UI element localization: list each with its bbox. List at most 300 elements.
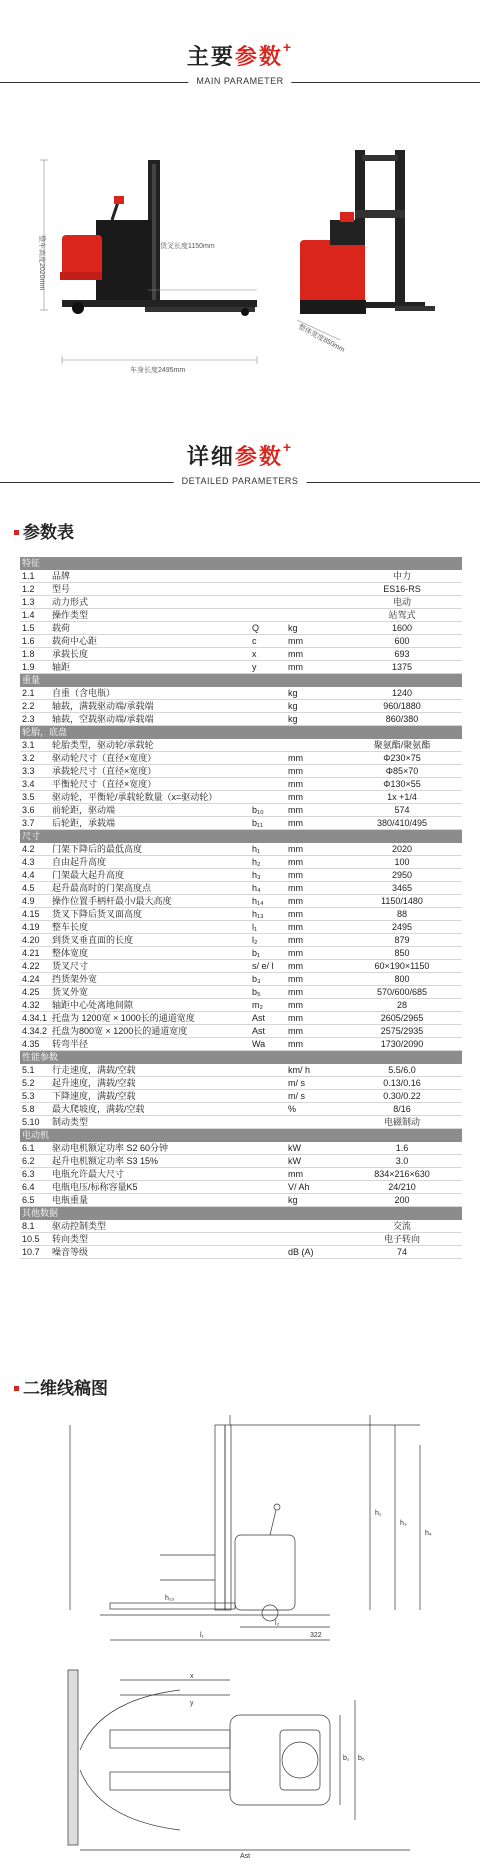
param-name: 货叉外宽 — [50, 986, 250, 999]
param-name: 轮胎类型，驱动轮/承载轮 — [50, 739, 250, 752]
param-symbol: b₅ — [250, 986, 286, 999]
table-row — [20, 1181, 462, 1194]
param-value: 570/600/685 — [342, 986, 462, 999]
param-symbol — [250, 778, 286, 791]
param-name: 托盘为800宽 × 1200长的通道宽度 — [50, 1025, 250, 1038]
param-symbol — [250, 1155, 286, 1168]
param-value: Φ85×70 — [342, 765, 462, 778]
row-number: 10.7 — [20, 1246, 50, 1259]
param-symbol: Wa — [250, 1038, 286, 1051]
param-value: 74 — [342, 1246, 462, 1259]
param-unit: mm — [286, 817, 342, 830]
param-name: 电瓶电压/标称容量K5 — [50, 1181, 250, 1194]
table-row — [20, 882, 462, 895]
x-label: x — [190, 1673, 194, 1680]
param-symbol — [250, 1233, 286, 1246]
table-row — [20, 778, 462, 791]
param-unit: mm — [286, 908, 342, 921]
param-value: ES16-RS — [342, 583, 462, 596]
row-number: 4.15 — [20, 908, 50, 921]
table-row — [20, 739, 462, 752]
row-number: 3.3 — [20, 765, 50, 778]
param-name: 承载长度 — [50, 648, 250, 661]
param-symbol: l₁ — [250, 921, 286, 934]
main-parameter-subtitle: MAIN PARAMETER — [188, 76, 291, 86]
param-name: 驱动轮，平衡轮/承载轮数量（x=驱动轮） — [50, 791, 250, 804]
table-row — [20, 1025, 462, 1038]
param-name: 货叉尺寸 — [50, 960, 250, 973]
table-row — [20, 908, 462, 921]
param-unit: mm — [286, 869, 342, 882]
param-name: 整车长度 — [50, 921, 250, 934]
table-row — [20, 895, 462, 908]
param-name: 驱动电机额定功率 S2 60分钟 — [50, 1142, 250, 1155]
param-unit: mm — [286, 661, 342, 674]
param-unit: kg — [286, 700, 342, 713]
param-name: 动力形式 — [50, 596, 250, 609]
param-name: 轴距中心处离地间隙 — [50, 999, 250, 1012]
param-name: 起升最高时的门架高度点 — [50, 882, 250, 895]
param-name: 整体宽度 — [50, 947, 250, 960]
param-value: 2950 — [342, 869, 462, 882]
row-number: 5.3 — [20, 1090, 50, 1103]
row-number: 5.10 — [20, 1116, 50, 1129]
param-symbol — [250, 739, 286, 752]
param-symbol — [250, 596, 286, 609]
param-value: Φ130×55 — [342, 778, 462, 791]
table-category-row — [20, 1051, 462, 1064]
param-value: 0.13/0.16 — [342, 1077, 462, 1090]
param-value: 1375 — [342, 661, 462, 674]
param-symbol: h₁₄ — [250, 895, 286, 908]
param-unit: kg — [286, 687, 342, 700]
param-value: 1.6 — [342, 1142, 462, 1155]
table-row — [20, 804, 462, 817]
param-unit: mm — [286, 635, 342, 648]
param-unit: kW — [286, 1155, 342, 1168]
fork-dimension-label: 货叉长度1150mm — [160, 243, 215, 250]
param-symbol — [250, 1103, 286, 1116]
param-unit: mm — [286, 856, 342, 869]
param-value: 电子转向 — [342, 1233, 462, 1246]
param-symbol: b₃ — [250, 973, 286, 986]
param-value: 中力 — [342, 570, 462, 583]
param-unit — [286, 1220, 342, 1233]
param-symbol: Q — [250, 622, 286, 635]
main-parameter-title: 主要参数+ — [186, 38, 294, 69]
table-row — [20, 843, 462, 856]
param-symbol: h₁₃ — [250, 908, 286, 921]
row-number: 4.4 — [20, 869, 50, 882]
param-name: 轴距 — [50, 661, 250, 674]
param-value: 200 — [342, 1194, 462, 1207]
drawing-heading: 二维线稿图 — [14, 1374, 108, 1399]
table-row — [20, 1194, 462, 1207]
row-number: 4.2 — [20, 843, 50, 856]
detailed-parameter-heading — [0, 438, 480, 486]
row-number: 6.1 — [20, 1142, 50, 1155]
h4-label: h₄ — [425, 1530, 432, 1537]
param-name: 轴载，满载驱动端/承载端 — [50, 700, 250, 713]
category-label: 其他数据 — [20, 1207, 462, 1220]
row-number: 1.8 — [20, 648, 50, 661]
row-number: 5.2 — [20, 1077, 50, 1090]
category-label: 重量 — [20, 674, 462, 687]
param-name: 起升电机额定功率 S3 15% — [50, 1155, 250, 1168]
table-category-row — [20, 557, 462, 570]
param-value: 交流 — [342, 1220, 462, 1233]
side-view-truck — [60, 160, 257, 316]
param-value: 834×216×630 — [342, 1168, 462, 1181]
row-number: 8.1 — [20, 1220, 50, 1233]
param-unit: mm — [286, 921, 342, 934]
table-category-row — [20, 726, 462, 739]
row-number: 6.3 — [20, 1168, 50, 1181]
param-name: 载荷中心距 — [50, 635, 250, 648]
row-number: 1.9 — [20, 661, 50, 674]
y-label: y — [190, 1700, 194, 1707]
param-name: 前轮距，驱动端 — [50, 804, 250, 817]
param-name: 下降速度，满载/空载 — [50, 1090, 250, 1103]
table-row — [20, 1233, 462, 1246]
param-value: 3.0 — [342, 1155, 462, 1168]
table-row — [20, 1220, 462, 1233]
param-value: 800 — [342, 973, 462, 986]
h3-label: h₃ — [400, 1520, 407, 1527]
row-number: 1.5 — [20, 622, 50, 635]
table-row — [20, 921, 462, 934]
table-row — [20, 999, 462, 1012]
param-symbol — [250, 1090, 286, 1103]
param-unit: mm — [286, 1168, 342, 1181]
param-value: 站驾式 — [342, 609, 462, 622]
table-row — [20, 973, 462, 986]
detailed-parameter-title: 详细参数+ — [186, 438, 294, 469]
param-unit: kg — [286, 622, 342, 635]
table-category-row — [20, 1207, 462, 1220]
param-value: 24/210 — [342, 1181, 462, 1194]
side-view-line-art — [40, 1415, 460, 1645]
param-unit: mm — [286, 1025, 342, 1038]
param-name: 转向类型 — [50, 1233, 250, 1246]
param-unit — [286, 583, 342, 596]
row-number: 4.24 — [20, 973, 50, 986]
param-symbol — [250, 570, 286, 583]
param-unit: kg — [286, 1194, 342, 1207]
param-symbol: l₂ — [250, 934, 286, 947]
param-name: 制动类型 — [50, 1116, 250, 1129]
dim-322-label: 322 — [310, 1632, 322, 1639]
param-symbol: Ast — [250, 1025, 286, 1038]
bullet-icon — [14, 1386, 19, 1391]
category-label: 轮胎，底盘 — [20, 726, 462, 739]
param-name: 自由起升高度 — [50, 856, 250, 869]
param-symbol: x — [250, 648, 286, 661]
param-name: 后轮距，承载端 — [50, 817, 250, 830]
table-row — [20, 609, 462, 622]
param-value: 574 — [342, 804, 462, 817]
row-number: 3.1 — [20, 739, 50, 752]
row-number: 4.9 — [20, 895, 50, 908]
param-symbol: b₁₁ — [250, 817, 286, 830]
table-row — [20, 1168, 462, 1181]
param-symbol: m₂ — [250, 999, 286, 1012]
table-row — [20, 622, 462, 635]
param-value: 879 — [342, 934, 462, 947]
param-name: 驱动轮尺寸（直径×宽度） — [50, 752, 250, 765]
table-row — [20, 635, 462, 648]
table-row — [20, 687, 462, 700]
param-name: 品牌 — [50, 570, 250, 583]
param-value: 8/16 — [342, 1103, 462, 1116]
param-unit: mm — [286, 1012, 342, 1025]
param-name: 起升速度，满载/空载 — [50, 1077, 250, 1090]
row-number: 6.4 — [20, 1181, 50, 1194]
param-value: 693 — [342, 648, 462, 661]
param-symbol — [250, 687, 286, 700]
param-name: 驱动控制类型 — [50, 1220, 250, 1233]
param-unit — [286, 596, 342, 609]
table-row — [20, 1246, 462, 1259]
param-symbol: h₂ — [250, 856, 286, 869]
param-value: 88 — [342, 908, 462, 921]
row-number: 3.2 — [20, 752, 50, 765]
h13-label: h₁₃ — [165, 1595, 175, 1602]
param-value: 聚氨酯/聚氨酯 — [342, 739, 462, 752]
main-parameter-heading — [0, 38, 480, 86]
param-value: 850 — [342, 947, 462, 960]
category-label: 特征 — [20, 557, 462, 570]
height-dimension-label: 整车高度2020mm — [38, 235, 45, 291]
spec-table-heading: 参数表 — [14, 518, 74, 543]
param-value: 60×190×1150 — [342, 960, 462, 973]
product-photo — [0, 150, 480, 400]
param-symbol — [250, 1064, 286, 1077]
param-symbol — [250, 1142, 286, 1155]
category-label: 电动机 — [20, 1129, 462, 1142]
table-row — [20, 648, 462, 661]
param-value: 28 — [342, 999, 462, 1012]
param-value: 2605/2965 — [342, 1012, 462, 1025]
param-value: 860/380 — [342, 713, 462, 726]
row-number: 4.25 — [20, 986, 50, 999]
param-symbol — [250, 583, 286, 596]
param-value: 2020 — [342, 843, 462, 856]
table-row — [20, 791, 462, 804]
table-row — [20, 570, 462, 583]
param-value: 电磁制动 — [342, 1116, 462, 1129]
param-value: 1150/1480 — [342, 895, 462, 908]
row-number: 2.2 — [20, 700, 50, 713]
row-number: 3.6 — [20, 804, 50, 817]
param-unit — [286, 570, 342, 583]
row-number: 4.5 — [20, 882, 50, 895]
param-unit: m/ s — [286, 1077, 342, 1090]
param-symbol — [250, 765, 286, 778]
param-name: 货叉下降后货叉面高度 — [50, 908, 250, 921]
param-name: 载荷 — [50, 622, 250, 635]
front-view-truck — [300, 150, 435, 314]
param-value: 5.5/6.0 — [342, 1064, 462, 1077]
param-name: 噪音等级 — [50, 1246, 250, 1259]
param-name: 门架最大起升高度 — [50, 869, 250, 882]
table-row — [20, 752, 462, 765]
row-number: 4.3 — [20, 856, 50, 869]
param-unit: mm — [286, 752, 342, 765]
param-value: 380/410/495 — [342, 817, 462, 830]
param-unit: mm — [286, 882, 342, 895]
table-row — [20, 1155, 462, 1168]
table-row — [20, 960, 462, 973]
top-view-drawing — [40, 1660, 460, 1860]
table-row — [20, 661, 462, 674]
row-number: 4.22 — [20, 960, 50, 973]
param-symbol: h₄ — [250, 882, 286, 895]
table-row — [20, 856, 462, 869]
row-number: 2.1 — [20, 687, 50, 700]
param-unit: kg — [286, 713, 342, 726]
param-value: 1x +1/4 — [342, 791, 462, 804]
table-row — [20, 947, 462, 960]
table-row — [20, 1116, 462, 1129]
spec-table — [20, 557, 462, 1259]
row-number: 1.3 — [20, 596, 50, 609]
param-unit: mm — [286, 947, 342, 960]
row-number: 6.5 — [20, 1194, 50, 1207]
param-unit: mm — [286, 648, 342, 661]
forklift-illustrations — [0, 150, 480, 400]
param-unit: mm — [286, 895, 342, 908]
param-unit: mm — [286, 973, 342, 986]
param-unit — [286, 609, 342, 622]
param-name: 型号 — [50, 583, 250, 596]
row-number: 10.5 — [20, 1233, 50, 1246]
param-unit — [286, 739, 342, 752]
param-name: 自重（含电瓶） — [50, 687, 250, 700]
table-row — [20, 1077, 462, 1090]
param-value: 0.30/0.22 — [342, 1090, 462, 1103]
top-view-line-art — [40, 1660, 460, 1860]
param-name: 托盘为 1200宽 × 1000长的通道宽度 — [50, 1012, 250, 1025]
length-dimension-label: 车身长度2495mm — [130, 367, 186, 374]
param-value: 100 — [342, 856, 462, 869]
table-row — [20, 583, 462, 596]
param-name: 操作类型 — [50, 609, 250, 622]
param-name: 电瓶允许最大尺寸 — [50, 1168, 250, 1181]
table-row — [20, 1103, 462, 1116]
l2-label: l₂ — [275, 1620, 280, 1627]
table-row — [20, 869, 462, 882]
row-number: 3.7 — [20, 817, 50, 830]
detailed-parameter-subtitle: DETAILED PARAMETERS — [174, 476, 307, 486]
row-number: 4.21 — [20, 947, 50, 960]
param-symbol — [250, 1220, 286, 1233]
param-symbol: Ast — [250, 1012, 286, 1025]
row-number: 5.1 — [20, 1064, 50, 1077]
param-name: 门架下降后的最低高度 — [50, 843, 250, 856]
param-unit: km/ h — [286, 1064, 342, 1077]
category-label: 尺寸 — [20, 830, 462, 843]
param-symbol — [250, 713, 286, 726]
param-name: 平衡轮尺寸（直径×宽度） — [50, 778, 250, 791]
param-unit: mm — [286, 999, 342, 1012]
param-unit: mm — [286, 804, 342, 817]
param-symbol: y — [250, 661, 286, 674]
param-unit: kW — [286, 1142, 342, 1155]
row-number: 4.32 — [20, 999, 50, 1012]
param-symbol — [250, 1181, 286, 1194]
param-value: 600 — [342, 635, 462, 648]
param-unit: mm — [286, 791, 342, 804]
param-name: 转弯半径 — [50, 1038, 250, 1051]
table-row — [20, 1090, 462, 1103]
row-number: 1.6 — [20, 635, 50, 648]
param-unit: V/ Ah — [286, 1181, 342, 1194]
param-value: 电动 — [342, 596, 462, 609]
param-unit: % — [286, 1103, 342, 1116]
l1-label: l₁ — [200, 1632, 204, 1639]
table-row — [20, 700, 462, 713]
param-name: 最大爬坡度，满载/空载 — [50, 1103, 250, 1116]
param-unit: mm — [286, 960, 342, 973]
param-value: 2575/2935 — [342, 1025, 462, 1038]
param-symbol: s/ e/ l — [250, 960, 286, 973]
table-row — [20, 1064, 462, 1077]
h1-label: h₁ — [375, 1510, 382, 1517]
row-number: 1.4 — [20, 609, 50, 622]
param-value: 960/1880 — [342, 700, 462, 713]
param-symbol — [250, 1194, 286, 1207]
table-category-row — [20, 1129, 462, 1142]
param-unit: m/ s — [286, 1090, 342, 1103]
param-symbol — [250, 609, 286, 622]
param-value: 1240 — [342, 687, 462, 700]
param-symbol — [250, 1246, 286, 1259]
width-dimension-label: 整体宽度850mm — [297, 323, 346, 354]
param-unit: mm — [286, 765, 342, 778]
row-number: 1.1 — [20, 570, 50, 583]
row-number: 5.8 — [20, 1103, 50, 1116]
table-row — [20, 1012, 462, 1025]
table-row — [20, 596, 462, 609]
b5-label: b₅ — [358, 1755, 365, 1762]
row-number: 3.5 — [20, 791, 50, 804]
table-row — [20, 817, 462, 830]
param-name: 电瓶重量 — [50, 1194, 250, 1207]
bullet-icon — [14, 530, 19, 535]
param-name: 轴载，空载驱动端/承载端 — [50, 713, 250, 726]
table-category-row — [20, 674, 462, 687]
table-row — [20, 934, 462, 947]
table-row — [20, 1142, 462, 1155]
param-value: Φ230×75 — [342, 752, 462, 765]
param-symbol: c — [250, 635, 286, 648]
ast-label: Ast — [240, 1853, 251, 1860]
param-value: 1600 — [342, 622, 462, 635]
row-number: 4.19 — [20, 921, 50, 934]
param-value: 1730/2090 — [342, 1038, 462, 1051]
param-unit: mm — [286, 843, 342, 856]
row-number: 1.2 — [20, 583, 50, 596]
param-value: 3465 — [342, 882, 462, 895]
param-unit — [286, 1116, 342, 1129]
param-unit: dB (A) — [286, 1246, 342, 1259]
param-unit: mm — [286, 986, 342, 999]
param-name: 行走速度，满载/空载 — [50, 1064, 250, 1077]
row-number: 4.20 — [20, 934, 50, 947]
param-symbol — [250, 1077, 286, 1090]
param-value: 2495 — [342, 921, 462, 934]
